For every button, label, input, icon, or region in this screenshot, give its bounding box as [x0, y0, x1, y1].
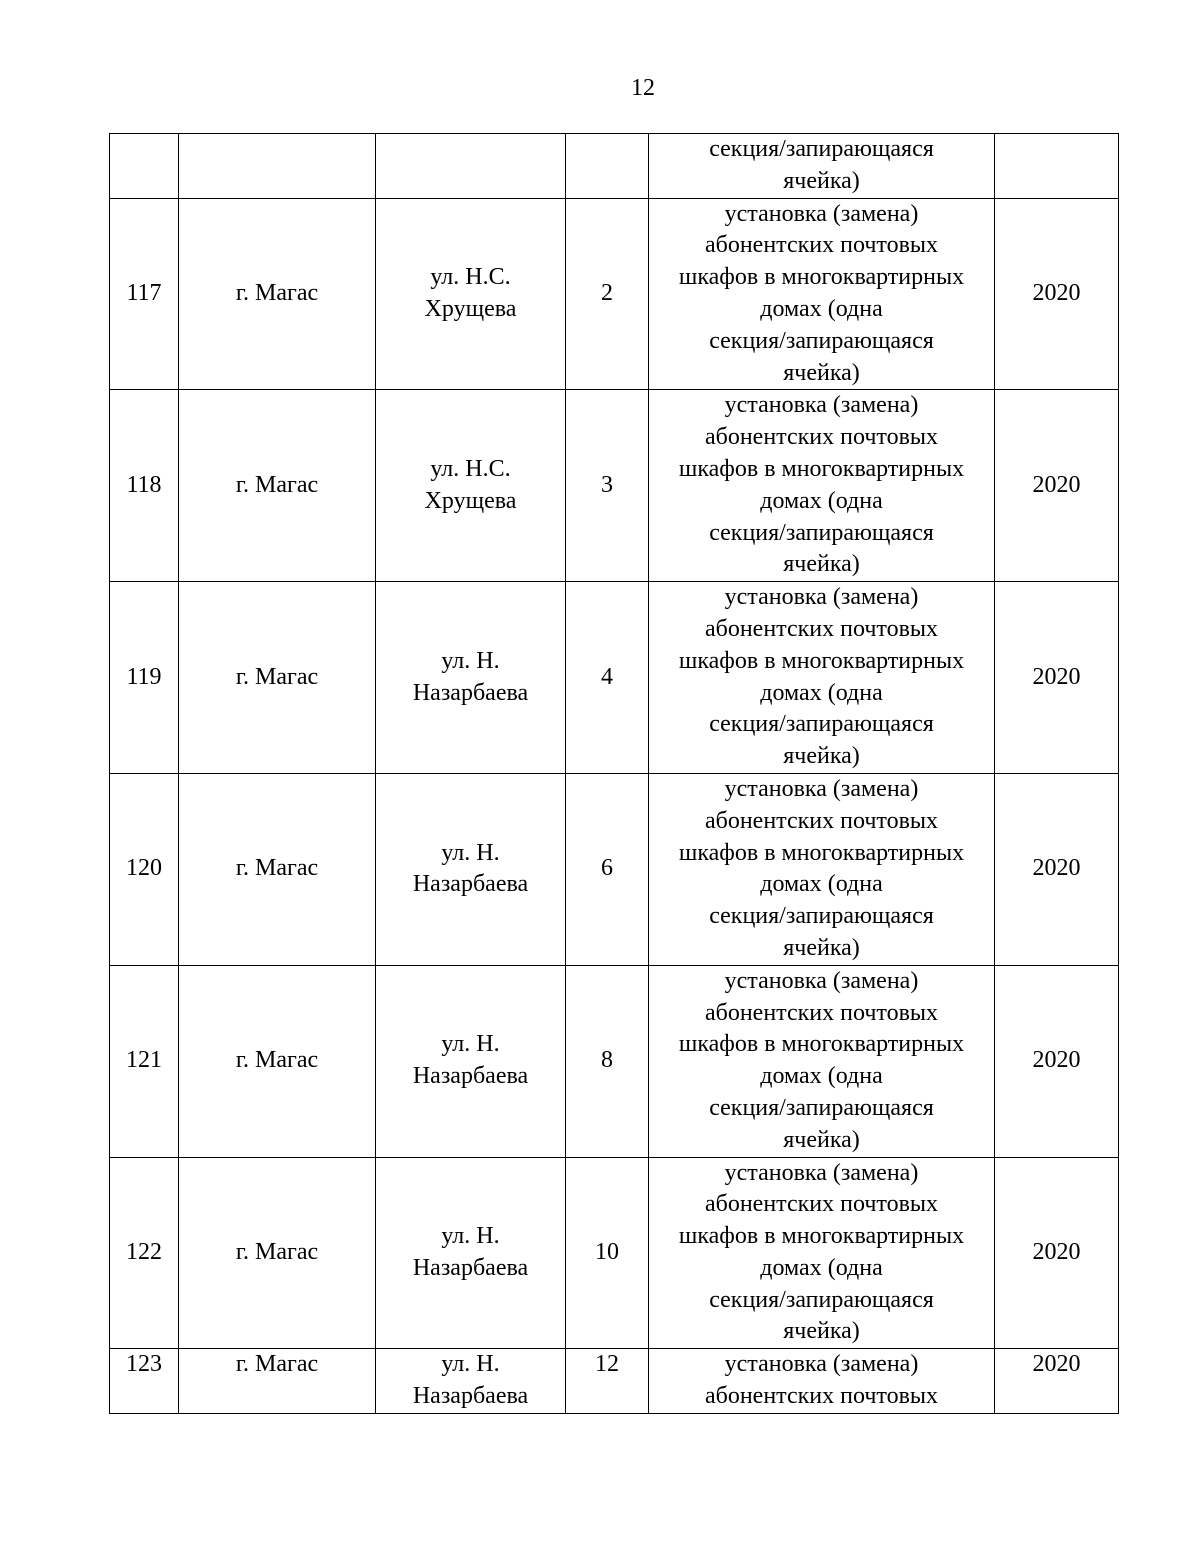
city-cell [179, 134, 376, 199]
street-cell-line: Назарбаева [412, 1254, 529, 1281]
street-cell-line: Хрущева [424, 487, 517, 514]
work-description-cell-line: установка (замена) [724, 584, 919, 611]
street-cell-line: Назарбаева [412, 871, 529, 898]
city-cell: г. Магас [179, 1349, 376, 1414]
work-description-cell-line: шкафов в многоквартирных [678, 1223, 965, 1250]
page-number: 12 [631, 75, 655, 101]
street-cell [376, 1349, 566, 1414]
table-row [110, 134, 1119, 199]
house-number-cell: 10 [566, 1157, 649, 1349]
table-row [110, 390, 1119, 582]
table-body [110, 134, 1119, 1414]
row-number-cell: 119 [110, 582, 179, 774]
work-description-cell-line: шкафов в многоквартирных [678, 1031, 965, 1058]
street-cell [376, 965, 566, 1157]
row-number-cell: 118 [110, 390, 179, 582]
work-description-cell-line: установка (замена) [724, 775, 919, 802]
house-number-cell: 2 [566, 198, 649, 390]
work-description-cell-line: секция/запирающаяся [709, 1286, 934, 1313]
work-description-cell-line: ячейка) [783, 1126, 860, 1153]
city-cell: г. Магас [179, 1157, 376, 1349]
work-description-cell-line: домах (одна [760, 679, 883, 706]
street-cell-line: ул. Н. [441, 1223, 500, 1250]
street-cell-line: Назарбаева [412, 1063, 529, 1090]
row-number-cell [110, 134, 179, 199]
work-table [109, 133, 1119, 1414]
work-description-cell-line: секция/запирающаяся [709, 903, 934, 930]
street-cell [376, 773, 566, 965]
table-row [110, 965, 1119, 1157]
row-number-cell: 122 [110, 1157, 179, 1349]
work-description-cell-line: абонентских почтовых [704, 1383, 939, 1410]
work-description-cell-line: секция/запирающаяся [709, 519, 934, 546]
street-cell [376, 198, 566, 390]
year-cell: 2020 [995, 390, 1119, 582]
year-cell: 2020 [995, 965, 1119, 1157]
work-description-cell-line: шкафов в многоквартирных [678, 455, 965, 482]
work-description-cell-line: абонентских почтовых [704, 232, 939, 259]
house-number-cell: 3 [566, 390, 649, 582]
work-description-cell-line: ячейка) [783, 167, 860, 194]
street-cell-line: Назарбаева [412, 679, 529, 706]
year-cell: 2020 [995, 1349, 1119, 1414]
work-description-cell-line: абонентских почтовых [704, 1191, 939, 1218]
work-description-cell-line: секция/запирающаяся [709, 1094, 934, 1121]
work-description-cell-line: домах (одна [760, 1254, 883, 1281]
year-cell: 2020 [995, 582, 1119, 774]
house-number-cell: 8 [566, 965, 649, 1157]
street-cell [376, 134, 566, 199]
row-number-cell: 123 [110, 1349, 179, 1414]
row-number-cell: 117 [110, 198, 179, 390]
table-row [110, 582, 1119, 774]
street-cell-line: ул. Н. [441, 839, 500, 866]
work-description-cell [649, 773, 995, 965]
city-cell: г. Магас [179, 582, 376, 774]
work-description-cell [649, 965, 995, 1157]
work-description-cell [649, 582, 995, 774]
street-cell-line: ул. Н. [441, 1031, 500, 1058]
work-description-cell-line: шкафов в многоквартирных [678, 839, 965, 866]
street-cell-line: ул. Н. [441, 647, 500, 674]
year-cell: 2020 [995, 198, 1119, 390]
work-description-cell-line: ячейка) [783, 359, 860, 386]
work-description-cell-line: домах (одна [760, 1063, 883, 1090]
house-number-cell: 6 [566, 773, 649, 965]
work-description-cell-line: установка (замена) [724, 200, 919, 227]
table-row [110, 198, 1119, 390]
work-description-cell-line: секция/запирающаяся [709, 711, 934, 738]
row-number-cell: 120 [110, 773, 179, 965]
work-description-cell [649, 390, 995, 582]
work-description-cell-line: домах (одна [760, 487, 883, 514]
work-description-cell-line: установка (замена) [724, 1351, 919, 1378]
work-description-cell-line: секция/запирающаяся [709, 327, 934, 354]
work-description-cell-line: шкафов в многоквартирных [678, 264, 965, 291]
work-description-cell-line: шкафов в многоквартирных [678, 647, 965, 674]
year-cell: 2020 [995, 773, 1119, 965]
street-cell-line: Хрущева [424, 295, 517, 322]
street-cell [376, 390, 566, 582]
work-description-cell-line: абонентских почтовых [704, 999, 939, 1026]
city-cell: г. Магас [179, 198, 376, 390]
street-cell-line: ул. Н.С. [430, 455, 511, 482]
house-number-cell: 4 [566, 582, 649, 774]
year-cell: 2020 [995, 1157, 1119, 1349]
work-description-cell-line: установка (замена) [724, 967, 919, 994]
city-cell: г. Магас [179, 773, 376, 965]
work-description-cell-line: установка (замена) [724, 392, 919, 419]
work-description-cell-line: домах (одна [760, 871, 883, 898]
work-description-cell-line: абонентских почтовых [704, 807, 939, 834]
table-row [110, 1349, 1119, 1414]
work-description-cell-line: домах (одна [760, 295, 883, 322]
work-description-cell-line: ячейка) [783, 551, 860, 578]
city-cell: г. Магас [179, 965, 376, 1157]
work-description-cell-line: секция/запирающаяся [709, 136, 934, 162]
house-number-cell: 12 [566, 1349, 649, 1414]
work-description-cell-line: абонентских почтовых [704, 615, 939, 642]
work-description-cell [649, 1157, 995, 1349]
work-description-cell-line: абонентских почтовых [704, 424, 939, 451]
house-number-cell [566, 134, 649, 199]
table-row [110, 773, 1119, 965]
work-description-cell-line: ячейка) [783, 1318, 860, 1345]
work-description-cell [649, 134, 995, 199]
work-description-cell-line: ячейка) [783, 743, 860, 770]
work-description-cell [649, 198, 995, 390]
work-description-cell-line: установка (замена) [724, 1159, 919, 1186]
work-description-cell [649, 1349, 995, 1414]
year-cell [995, 134, 1119, 199]
table-row [110, 1157, 1119, 1349]
street-cell-line: ул. Н. [441, 1351, 500, 1378]
street-cell-line: Назарбаева [412, 1383, 529, 1410]
work-description-cell-line: ячейка) [783, 934, 860, 961]
row-number-cell: 121 [110, 965, 179, 1157]
city-cell: г. Магас [179, 390, 376, 582]
street-cell [376, 1157, 566, 1349]
street-cell [376, 582, 566, 774]
street-cell-line: ул. Н.С. [430, 264, 511, 291]
